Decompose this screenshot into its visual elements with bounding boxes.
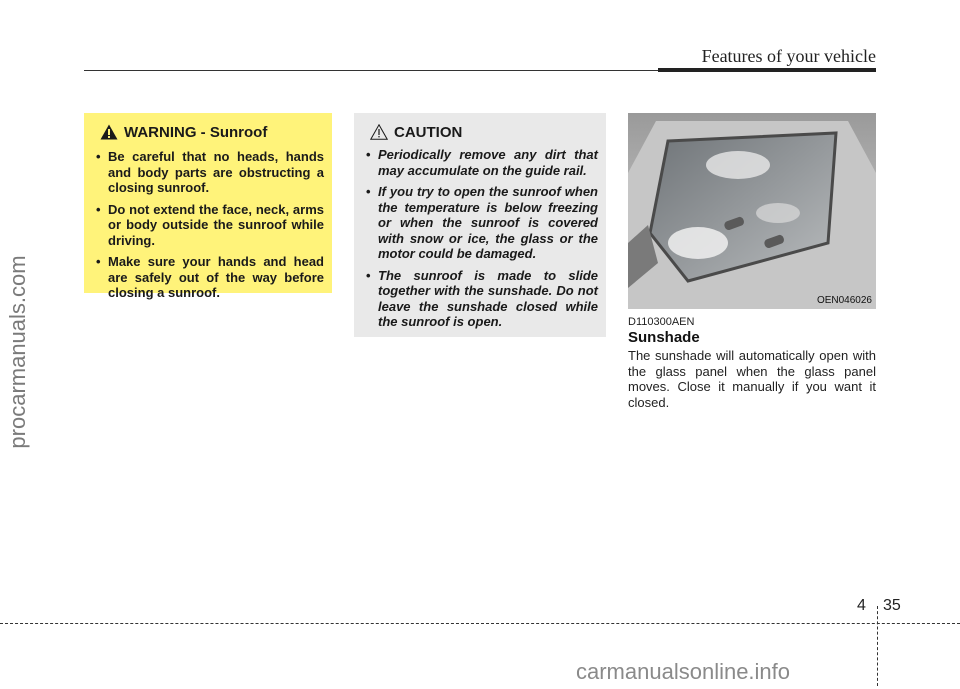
sunroof-illustration — [628, 113, 876, 309]
figure-caption: OEN046026 — [816, 295, 872, 306]
caution-item: • Periodically remove any dirt that may accumulate on the guide rail. — [364, 147, 598, 178]
caution-item: • The sunroof is made to slide together with the sunshade. Do not leave the sunshade closed while the sunroof is open. — [364, 268, 598, 330]
header-title: Features of your vehicle — [701, 46, 876, 66]
section-heading: Sunshade — [628, 329, 700, 346]
warning-title — [124, 124, 267, 141]
warning-label: WARNING - — [124, 123, 210, 141]
warning-item: • Be careful that no heads, hands and body parts are obstructing a closing sunroof. — [94, 149, 324, 196]
chapter-number: 4 — [857, 597, 866, 614]
footer-rule — [0, 623, 960, 624]
warning-icon — [100, 124, 118, 140]
header-rule-accent — [658, 68, 876, 72]
warning-item: • Do not extend the face, neck, arms or body outside the sunroof while driving. — [94, 202, 324, 249]
caution-item: • If you try to open the sunroof when the temperature is below freezing or when the sunroof is covered with snow or ice, the glass or the motor could be damaged. — [364, 184, 598, 262]
warning-item: • Make sure your hands and head are safely out of the way before closing a sunroof. — [94, 254, 324, 301]
caution-box — [354, 113, 606, 337]
page-number: 35 — [883, 597, 901, 614]
footer-divider — [877, 606, 878, 686]
caution-title: CAUTION — [394, 123, 463, 141]
warning-box — [84, 113, 332, 300]
warning-header — [100, 121, 324, 143]
footer-watermark: carmanualsonline.info — [576, 659, 791, 684]
warning-list — [94, 149, 324, 301]
sunroof-photo — [628, 113, 876, 309]
section-body: The sunshade will automatically open with the glass panel when the glass panel moves. Close it manually if you want it closed. — [628, 348, 876, 410]
caution-header — [370, 121, 598, 143]
warning-subject: Sunroof — [209, 123, 268, 141]
side-watermark: procarmanuals.com — [5, 255, 30, 449]
section-code: D110300AEN — [628, 316, 695, 328]
caution-list — [364, 147, 598, 330]
caution-icon — [370, 124, 388, 140]
